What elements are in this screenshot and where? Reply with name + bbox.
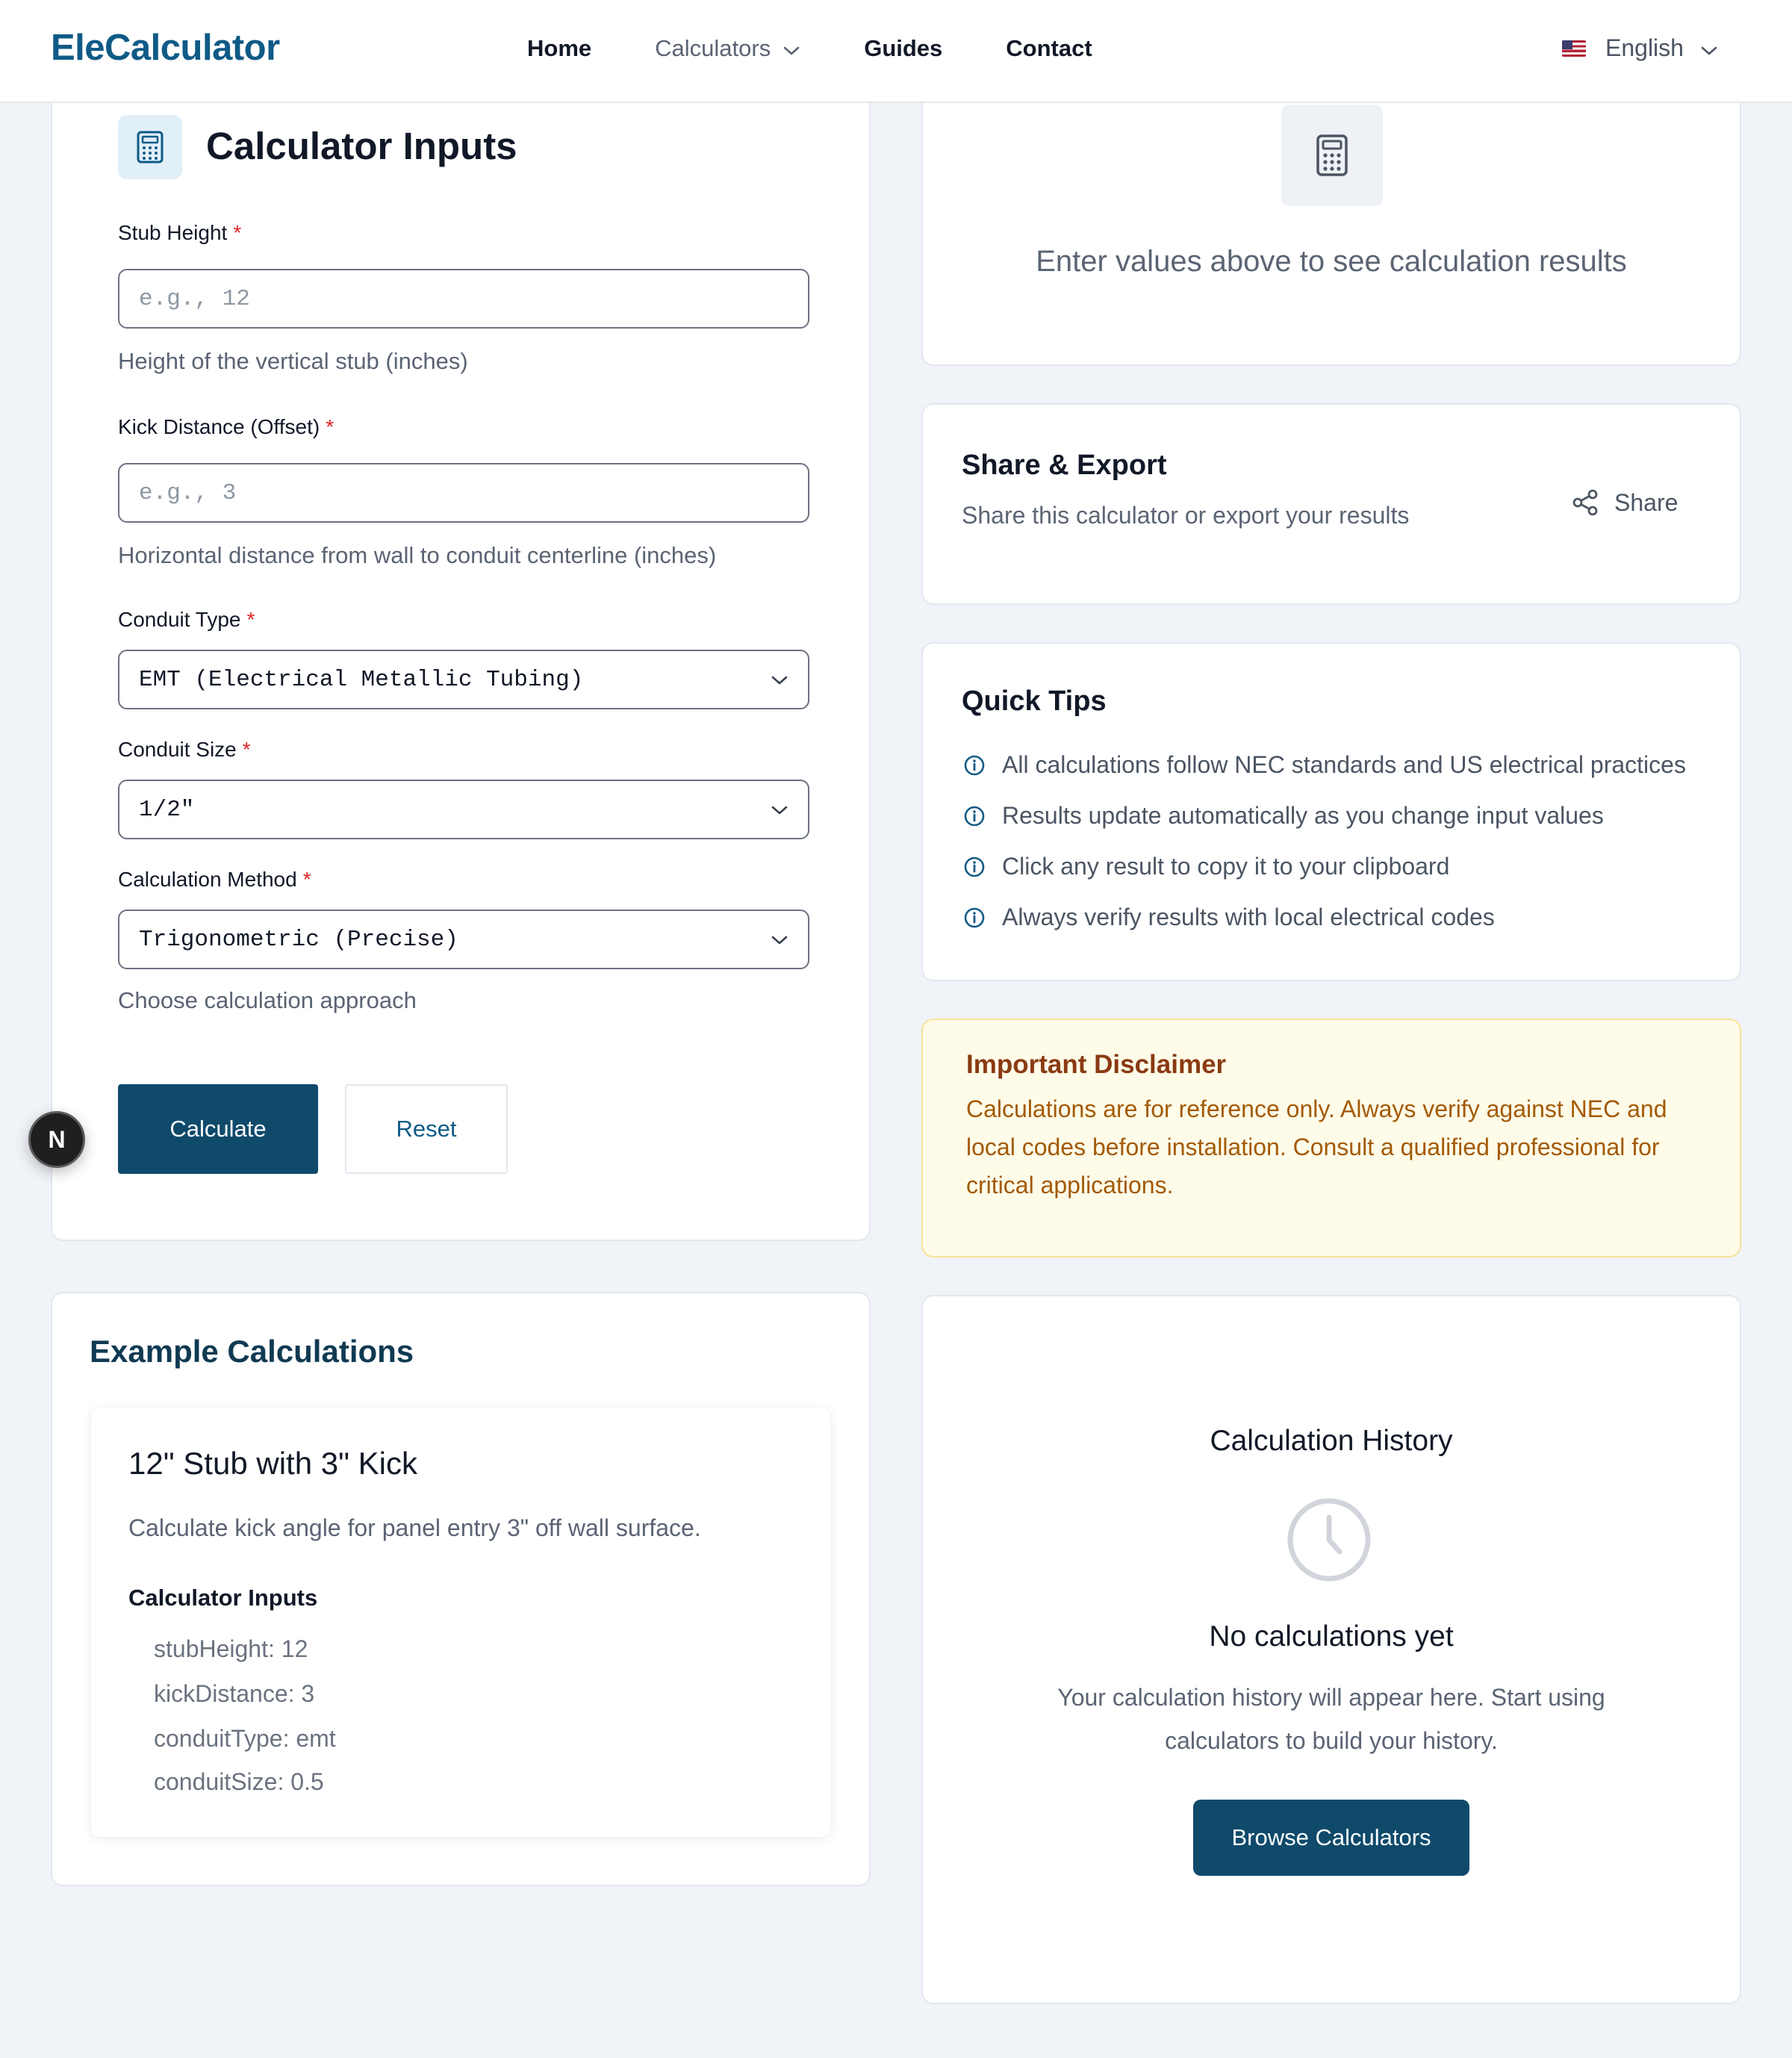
stub-height-placeholder: e.g., 12 [139,285,250,312]
examples-card-title: Example Calculations [90,1334,414,1369]
stub-height-input[interactable] [118,269,809,329]
language-selector[interactable] [1562,34,1718,62]
tip-item [963,751,1686,779]
site-logo[interactable]: EleCalculator [51,28,280,68]
history-empty-description: Your calculation history will appear here. Start using calculators to build your history. [1057,1684,1605,1754]
conduit-size-label [118,738,251,762]
disclaimer-card [921,1019,1741,1258]
chevron-down-icon [783,35,800,62]
calculate-button[interactable]: Calculate [118,1084,318,1174]
info-icon [963,907,986,929]
results-card [921,75,1741,366]
conduit-size-value: 1/2" [139,796,195,823]
nav-calculators[interactable] [655,35,800,62]
floating-badge[interactable]: N [28,1111,85,1168]
history-empty-title: No calculations yet [1209,1620,1454,1653]
tip-text: All calculations follow NEC standards and US electrical practices [1002,751,1686,778]
info-icon [963,805,986,827]
calc-method-help: Choose calculation approach [118,987,417,1013]
nav-guides[interactable]: Guides [864,35,943,61]
calc-method-value: Trigonometric (Precise) [139,926,458,953]
main-nav [527,35,1156,62]
browse-calculators-button[interactable]: Browse Calculators [1193,1800,1469,1876]
language-label: English [1605,34,1684,61]
kick-distance-placeholder: e.g., 3 [139,479,237,506]
disclaimer-text: Calculations are for reference only. Always verify against NEC and local codes before installation. Consult a qualified professional for critical applications. [966,1095,1667,1199]
nav-home[interactable]: Home [527,35,592,61]
tip-text: Click any result to copy it to your clipboard [1002,853,1450,880]
required-marker: * [246,608,255,631]
conduit-type-value: EMT (Electrical Metallic Tubing) [139,666,584,693]
kick-distance-label [118,415,334,439]
disclaimer-title: Important Disclaimer [966,1050,1227,1079]
example-calculations-card [51,1292,871,1886]
calculator-icon [118,115,182,179]
results-empty-text: Enter values above to see calculation results [1036,245,1627,278]
kick-distance-input[interactable] [118,463,809,523]
example-input-item: conduitSize: 0.5 [154,1768,324,1795]
calc-method-select[interactable] [118,910,809,969]
required-marker: * [233,221,242,244]
chevron-down-icon [771,667,788,693]
share-card-title: Share & Export [962,450,1167,481]
share-export-card [921,403,1741,605]
info-icon [963,856,986,878]
share-icon [1571,488,1599,517]
calculator-inputs-card [51,75,871,1241]
history-card-title: Calculation History [1210,1425,1453,1457]
calculator-icon [1281,105,1383,206]
share-card-subtitle: Share this calculator or export your results [962,502,1410,529]
info-icon [963,754,986,777]
reset-button[interactable]: Reset [345,1084,508,1174]
example-inputs-title: Calculator Inputs [128,1585,318,1611]
example-input-item: kickDistance: 3 [154,1680,315,1707]
nav-calculators-label: Calculators [655,35,771,61]
share-label: Share [1614,488,1679,516]
conduit-type-select[interactable] [118,650,809,709]
conduit-size-label-text: Conduit Size [118,738,237,761]
stub-height-label-text: Stub Height [118,221,228,244]
conduit-type-label-text: Conduit Type [118,608,241,631]
example-name: 12" Stub with 3" Kick [128,1446,418,1481]
calc-method-label-text: Calculation Method [118,868,297,891]
kick-distance-help: Horizontal distance from wall to conduit centerline (inches) [118,542,717,568]
tip-text: Always verify results with local electrical codes [1002,904,1495,930]
inputs-card-title: Calculator Inputs [206,125,517,167]
tip-item [963,904,1495,931]
chevron-down-icon [771,927,788,953]
required-marker: * [242,738,251,761]
tip-text: Results update automatically as you change input values [1002,802,1604,829]
tip-item [963,802,1604,830]
example-description: Calculate kick angle for panel entry 3" off wall surface. [128,1514,701,1541]
nav-contact[interactable]: Contact [1006,35,1092,61]
example-item[interactable] [91,1408,830,1837]
required-marker: * [326,415,335,438]
stub-height-label [118,221,241,245]
conduit-size-select[interactable] [118,780,809,839]
calculation-history-card [921,1295,1741,2004]
kick-distance-label-text: Kick Distance (Offset) [118,415,320,438]
quick-tips-card [921,642,1741,981]
tip-item [963,853,1449,880]
required-marker: * [302,868,311,891]
share-button[interactable] [1571,488,1678,517]
tips-card-title: Quick Tips [962,686,1107,717]
clock-icon [1286,1496,1372,1587]
conduit-type-label [118,608,255,632]
example-input-item: conduitType: emt [154,1725,336,1752]
stub-height-help: Height of the vertical stub (inches) [118,348,468,374]
top-header [0,0,1792,103]
us-flag-icon [1562,40,1586,57]
calc-method-label [118,868,311,892]
chevron-down-icon [1700,34,1718,62]
example-input-item: stubHeight: 12 [154,1635,308,1662]
chevron-down-icon [771,797,788,823]
